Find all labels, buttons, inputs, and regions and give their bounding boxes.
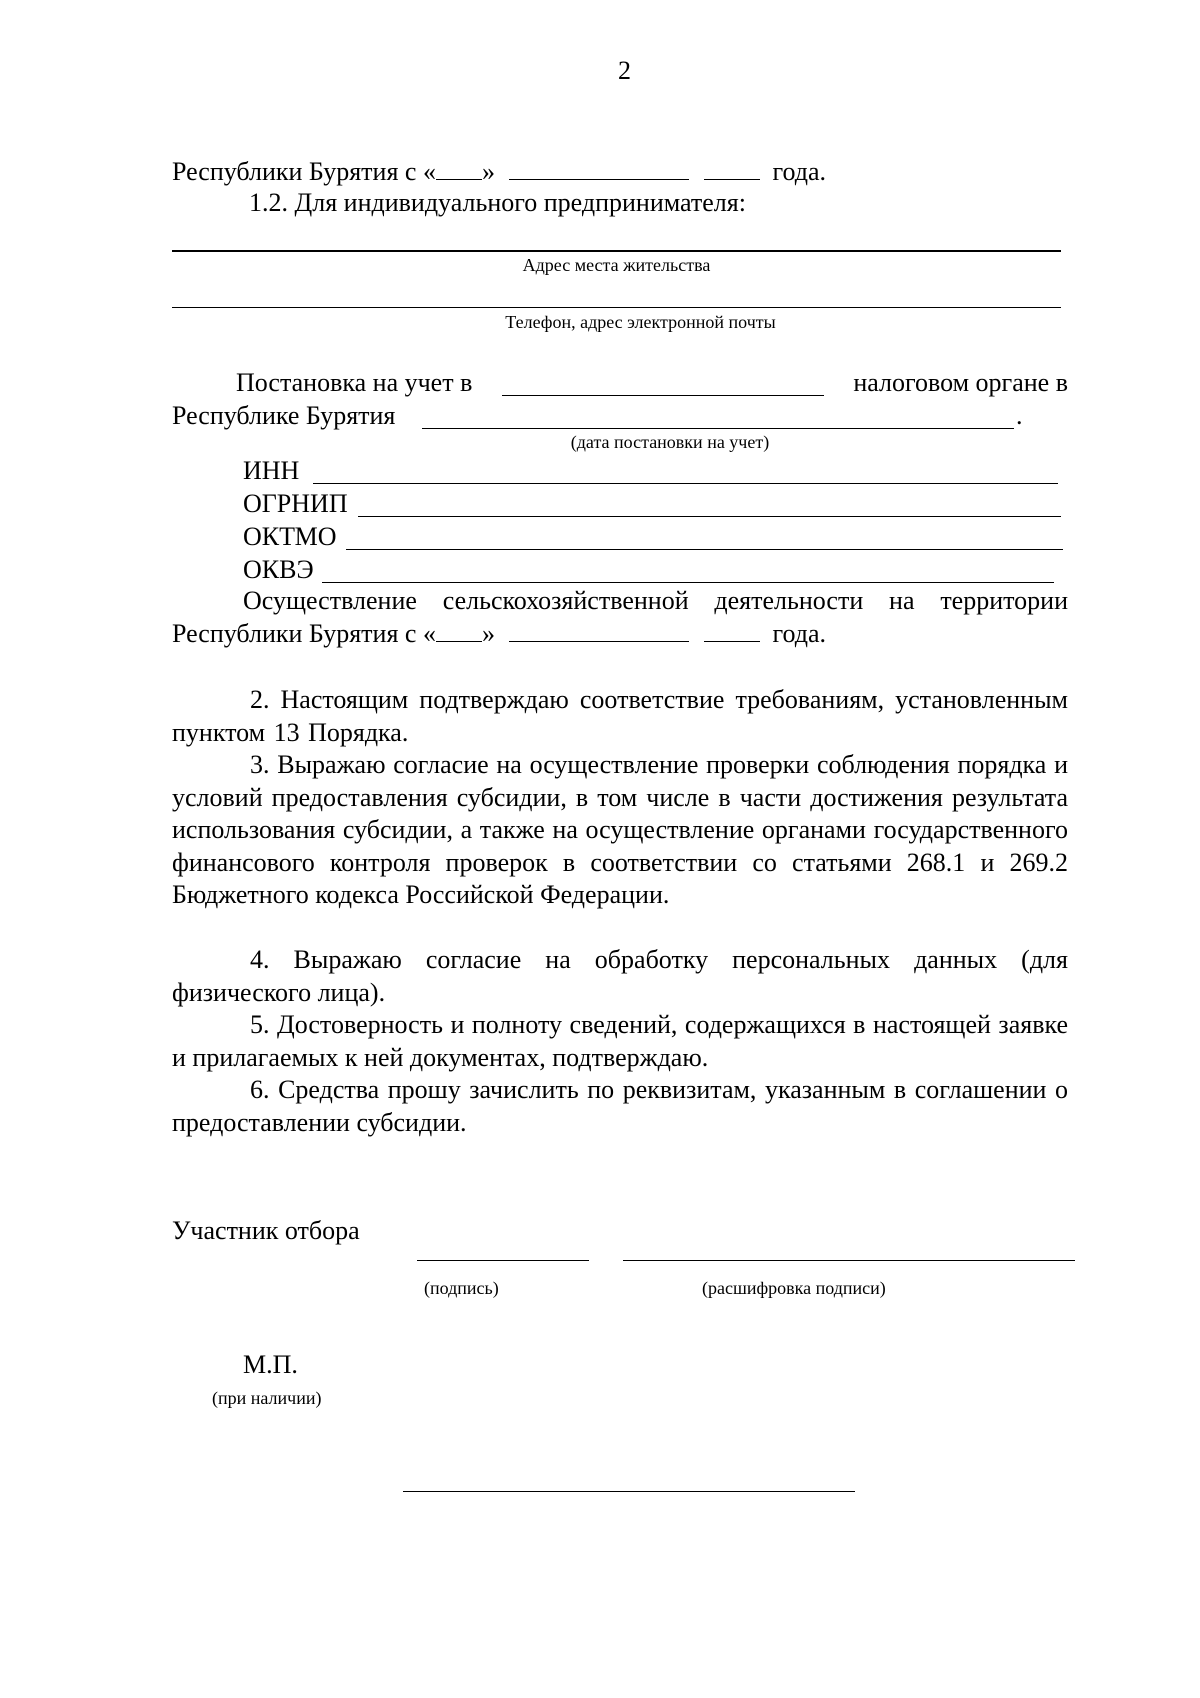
registration-date-line[interactable]	[422, 428, 1014, 429]
signature-decoding-line[interactable]	[623, 1260, 1075, 1261]
header-date-line	[172, 157, 826, 187]
clause-3: 3. Выражаю согласие на осуществление проверки соблюдения порядка и условий предоставления субсидии, в том числе в части достижения результата использования субсидии, а также на осуществление органами государственного финансового контроля проверок в соответствии со статьями 268.1 и 269.2 Бюджетного кодекса Российской Федерации.	[172, 750, 1068, 910]
participant-label: Участник отбора	[172, 1216, 360, 1245]
registration-date-caption: (дата постановки на учет)	[570, 432, 770, 452]
clause-4: 4. Выражаю согласие на обработку персональных данных (для физического лица).	[172, 945, 1068, 1007]
oktmo-line[interactable]	[346, 549, 1063, 550]
signature-line[interactable]	[417, 1260, 589, 1261]
clause-5: 5. Достоверность и полноту сведений, содержащихся в настоящей заявке и прилагаемых к ней документах, подтверждаю.	[172, 1010, 1068, 1072]
registration-end: налоговом органе в	[853, 368, 1068, 397]
month-blank[interactable]	[509, 157, 689, 180]
activity-text-mid: »	[481, 619, 495, 648]
okve-line[interactable]	[322, 582, 1054, 583]
year-blank[interactable]	[704, 157, 760, 180]
activity-text-start: Республики Бурятия с «	[172, 619, 436, 648]
ogrnip-label: ОГРНИП	[243, 489, 348, 518]
contacts-line[interactable]	[172, 307, 1061, 308]
activity-text-end: года.	[772, 619, 826, 648]
activity-month-blank[interactable]	[509, 619, 689, 642]
bottom-separator	[403, 1491, 855, 1492]
section-1-2-title: 1.2. Для индивидуального предпринимателя:	[249, 188, 746, 217]
page-number: 2	[618, 56, 631, 85]
inn-label: ИНН	[243, 456, 300, 485]
registration-line2: Республике Бурятия	[172, 401, 396, 430]
signature-decoding-caption: (расшифровка подписи)	[702, 1278, 886, 1298]
stamp-note: (при наличии)	[212, 1388, 322, 1408]
signature-caption: (подпись)	[424, 1278, 499, 1298]
oktmo-label: ОКТМО	[243, 522, 337, 551]
clause-6: 6. Средства прошу зачислить по реквизитам, указанным в соглашении о предоставлении субсидии.	[172, 1075, 1068, 1137]
header-text-start: Республики Бурятия с «	[172, 157, 436, 186]
header-text-mid: »	[481, 157, 495, 186]
inn-line[interactable]	[313, 483, 1058, 484]
address-line[interactable]	[172, 250, 1061, 252]
registration-period: .	[1016, 401, 1023, 430]
activity-day-blank[interactable]	[436, 619, 482, 642]
contacts-caption: Телефон, адрес электронной почты	[505, 312, 776, 332]
tax-authority-line[interactable]	[502, 395, 824, 396]
activity-year-blank[interactable]	[704, 619, 760, 642]
day-blank[interactable]	[436, 157, 482, 180]
header-text-end: года.	[772, 157, 826, 186]
okve-label: ОКВЭ	[243, 555, 314, 584]
address-caption: Адрес места жительства	[522, 255, 711, 275]
clause-2: 2. Настоящим подтверждаю соответствие требованиям, установленным пунктом 13 Порядка.	[172, 685, 1068, 747]
activity-line1: Осуществление сельскохозяйственной деятельности на территории	[243, 586, 1068, 615]
registration-start: Постановка на учет в	[236, 368, 473, 397]
stamp-label: М.П.	[243, 1350, 298, 1379]
ogrnip-line[interactable]	[358, 516, 1061, 517]
activity-date-line	[172, 619, 826, 649]
